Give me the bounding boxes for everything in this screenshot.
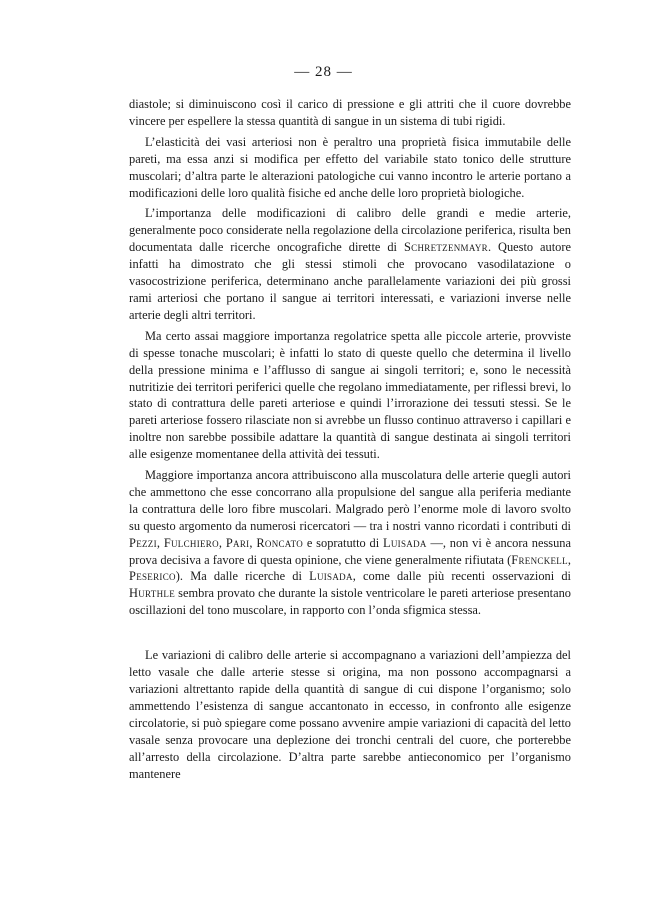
text-run: Ma certo assai maggiore importanza regolatrice spetta alle piccole arterie, provviste di spesse tonache muscolari; è infatti lo stato di queste quello che determina il livello della pressione minima e l’afflusso di sangue ai singoli territori; e, sono le necessità nutritizie dei territori periferici quelle che regolano immediatamente, per riflessi brevi, lo stato di contrattura delle pareti arteriose e quindi l’irrorazione dei tessuti stessi. Se le pareti arteriose fossero rilasciate non si avrebbe un flusso continuo attraverso i capillari e inoltre non sarebbe possibile adattare la quantità di sangue destinata ai singoli territori alle esigenze momentanee della attività dei tessuti. [129,328,571,462]
text-run: sembra provato che durante la sistole ventricolare le pareti arteriose presentano oscillazioni del tono muscolare, in rapporto con l’onda sfigmica stessa. [129,586,571,618]
author-name: Fulchiero [163,535,219,550]
paragraph [129,647,571,782]
author-name: Peserico [129,569,176,584]
author-name: Luisada [309,569,353,584]
author-name: Frenckell [511,552,568,567]
text-run: , [218,535,226,550]
text-run: L’importanza delle modificazioni di calibro delle grandi e medie arterie, generalmente poco considerate nella regolazione della circolazione periferica, risulta ben documentata dalle ricerche oncografiche dirette di [129,206,571,255]
author-name: Pezzi [129,535,157,550]
author-name: Hurthle [129,586,176,601]
author-name: Roncato [256,535,304,550]
text-run: —, non vi è ancora nessuna prova decisiva a favore di questa opinione, che viene generalmente rifiutata ( [129,535,572,567]
page-number: — 28 — [294,64,353,80]
text-run: , [567,552,571,567]
text-run: Le variazioni di calibro delle arterie si accompagnano a variazioni dell’ampiezza del letto vasale che dalle arterie stesse si origina, ma non possono accompagnarsi a variazioni altrettanto rapide della quantità di sangue di cui dispone l’organismo; solo ammettendo l’esistenza di sangue accantonato in eccesso, in confronto alle esigenze circolatorie, si può spiegare come possano avvenire ampie variazioni di capacità del letto vasale senza provocare una deplezione dei tronchi centrali del cuore, che porterebbe all’arresto della circolazione. D’altra parte sarebbe antieconomico per l’organismo mantenere [129,648,571,781]
text-run: . Questo autore infatti ha dimostrato che gli stessi stimoli che provocano vasodilatazione o vasocostrizione periferica, determinano anche parallelamente variazioni dei più grossi rami arteriosi che portano il sangue ai territori interessati, e variazioni inverse nelle arterie degli altri territori. [129,240,572,322]
text-run: , come dalle più recenti osservazioni di [352,569,571,584]
text-run: , [156,535,164,550]
paragraph [129,96,571,130]
text-run: Maggiore importanza ancora attribuiscono alla muscolatura delle arterie quegli autori che ammettono che esse concorrano alla propulsione del sangue alla periferia mediante la contrattura delle loro fibre muscolari. Malgrado però l’enorme mole di lavoro svolto su questo argomento da numerosi ricercatori — tra i nostri vanno ricordati i contributi di [129,468,571,533]
paragraph [129,134,571,202]
text-run: L’elasticità dei vasi arteriosi non è peraltro una proprietà fisica immutabile delle pareti, ma essa anzi si modifica per effetto del variabile stato tonico delle strutture muscolari; d’altra parte le alterazioni patologiche cui vanno incontro le arterie portano a modificazioni delle loro qualità fisiche ed anche delle loro proprietà biologiche. [129,134,571,200]
author-name: Schretzenmayr [403,240,488,255]
paragraph [129,467,571,619]
author-name: Luisada [383,535,427,550]
author-name: Pari [225,535,250,550]
text-run: e sopratutto di [303,535,383,550]
text-run: , [249,535,257,550]
paragraph [129,328,571,463]
paragraph [129,205,571,323]
text-run: diastole; si diminuiscono così il carico di pressione e gli attriti che il cuore dovrebbe vincere per espellere la stessa quantità di sangue in un sistema di tubi rigidi. [129,97,571,128]
body-text [129,96,571,782]
text-run: ). Ma dalle ricerche di [175,569,310,584]
